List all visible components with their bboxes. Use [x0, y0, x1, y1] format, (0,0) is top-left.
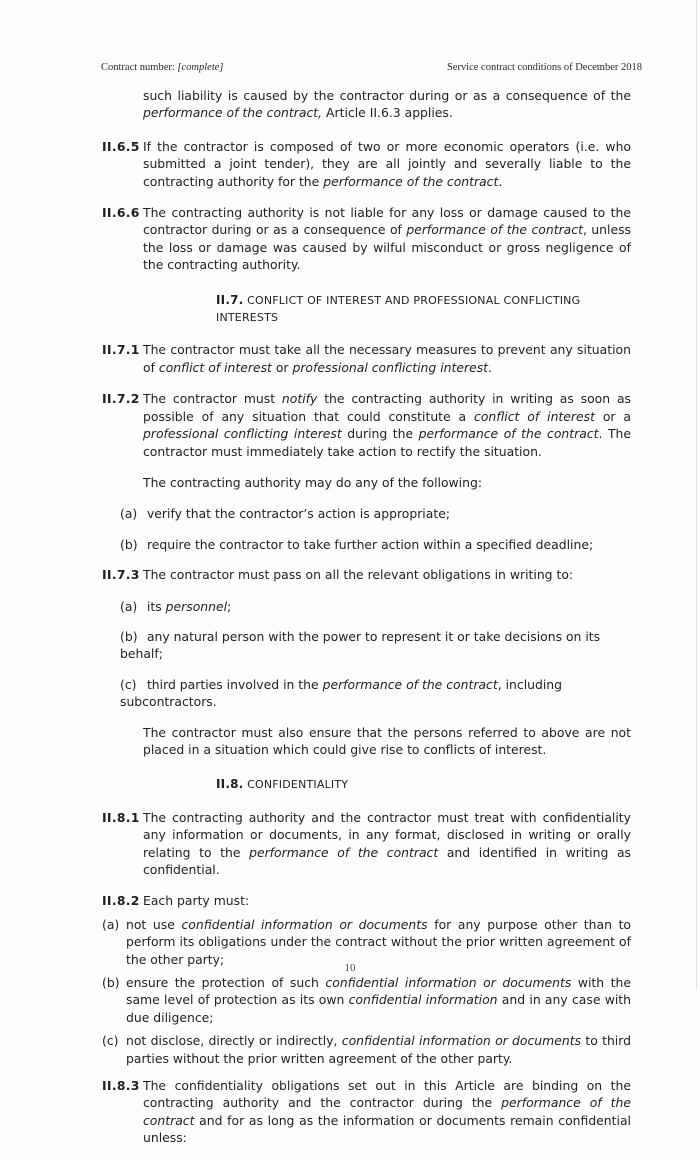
clause-ii-8-1: II.8.1 The contracting authority and the contractor must treat with confidentiality any information or documents, in any format, disclosed in writing or orally relating to the performance of the contract and identified in writing as confidential. — [102, 809, 631, 877]
clause-ii-8-2: II.8.2 Each party must: — [102, 893, 250, 909]
clause-ii-6-6: II.6.6 The contracting authority is not liable for any loss or damage caused to the contractor during or as a consequence of performance of the contract, unless the loss or damage was caused by wilful misconduct or gross negligence of the contracting authority. — [102, 205, 631, 273]
list-item: (b) ensure the protection of such confidential information or documents with the same level of protection as its own confidential information and in any case with due diligence; — [102, 975, 631, 1025]
clause-ii-7-2-follow: The contracting authority may do any of the following: — [143, 474, 483, 490]
clause-ii-7-1: II.7.1 The contractor must take all the necessary measures to prevent any situation of conflict of interest or professional conflicting interest. — [102, 342, 631, 375]
list-item: (c) not disclose, directly or indirectly, confidential information or documents to third parties without the prior written agreement of the other party. — [102, 1033, 631, 1066]
section-heading-ii-7: II.7. CONFLICT OF INTEREST AND PROFESSIONAL CONFLICTING INTERESTS — [216, 292, 581, 325]
list-item: (a) verify that the contractor’s action is appropriate; — [120, 506, 450, 522]
clause-number: II.8.1 — [102, 809, 140, 825]
clause-number: II.8.3 — [102, 1078, 140, 1094]
page-number: 10 — [344, 962, 356, 974]
contract-number-value: [complete] — [177, 62, 224, 73]
clause-number: II.7.1 — [102, 342, 140, 358]
section-title: CONFLICT OF INTEREST AND PROFESSIONAL CONFLICTING INTERESTS — [216, 293, 581, 325]
clause-ii-8-3: II.8.3 The confidentiality obligations set out in this Article are binding on the contracting authority and the contractor during the performance of the contract and for as long as the information or documents remain confidential unless: — [102, 1078, 631, 1146]
header-title: Service contract conditions of December 2018 — [446, 62, 642, 73]
list-item: (a) its personnel; — [120, 598, 232, 614]
list-item: (b) any natural person with the power to represent it or take decisions on its behalf; — [120, 628, 601, 662]
clause-number: II.6.5 — [102, 138, 140, 154]
contract-number: Contract number: [complete] — [101, 62, 224, 73]
list-item: (a) not use confidential information or documents for any purpose other than to perform its obligations under the contract without the prior written agreement of the other party; — [102, 916, 632, 967]
list-item: (c) third parties involved in the performance of the contract, including subcontractors. — [120, 676, 563, 710]
clause-number: II.6.6 — [102, 205, 140, 221]
clause-number: II.8.2 — [102, 893, 140, 909]
page-edge — [696, 0, 697, 990]
clause-number: II.7.2 — [102, 391, 140, 407]
clause-ii-7-2: II.7.2 The contractor must notify the contracting authority in writing as soon as possible of any situation that could constitute a conflict of interest or a professional conflicting interest during the performance of the contract. The contractor must immediately take action to rectify the situation. — [102, 391, 631, 459]
list-item: (b) require the contractor to take further action within a specified deadline; — [120, 536, 594, 552]
clause-ii-6-5: II.6.5 If the contractor is composed of two or more economic operators (i.e. who submitted a joint tender), they are all jointly and severally liable to the contracting authority for the performance of the contract. — [102, 138, 631, 189]
section-title: CONFIDENTIALITY — [247, 778, 349, 792]
clause-ii-7-3-follow: The contractor must also ensure that the persons referred to above are not placed in a situation which could give rise to conflicts of interest. — [143, 724, 631, 757]
continued-paragraph: such liability is caused by the contractor during or as a consequence of the performance of the contract, Article II.6.3 applies. — [143, 88, 631, 121]
clause-number: II.7.3 — [102, 567, 140, 583]
section-heading-ii-8: II.8. CONFIDENTIALITY — [216, 777, 349, 792]
clause-ii-7-3: II.7.3 The contractor must pass on all the relevant obligations in writing to: — [102, 567, 574, 583]
document-body — [102, 87, 631, 1161]
